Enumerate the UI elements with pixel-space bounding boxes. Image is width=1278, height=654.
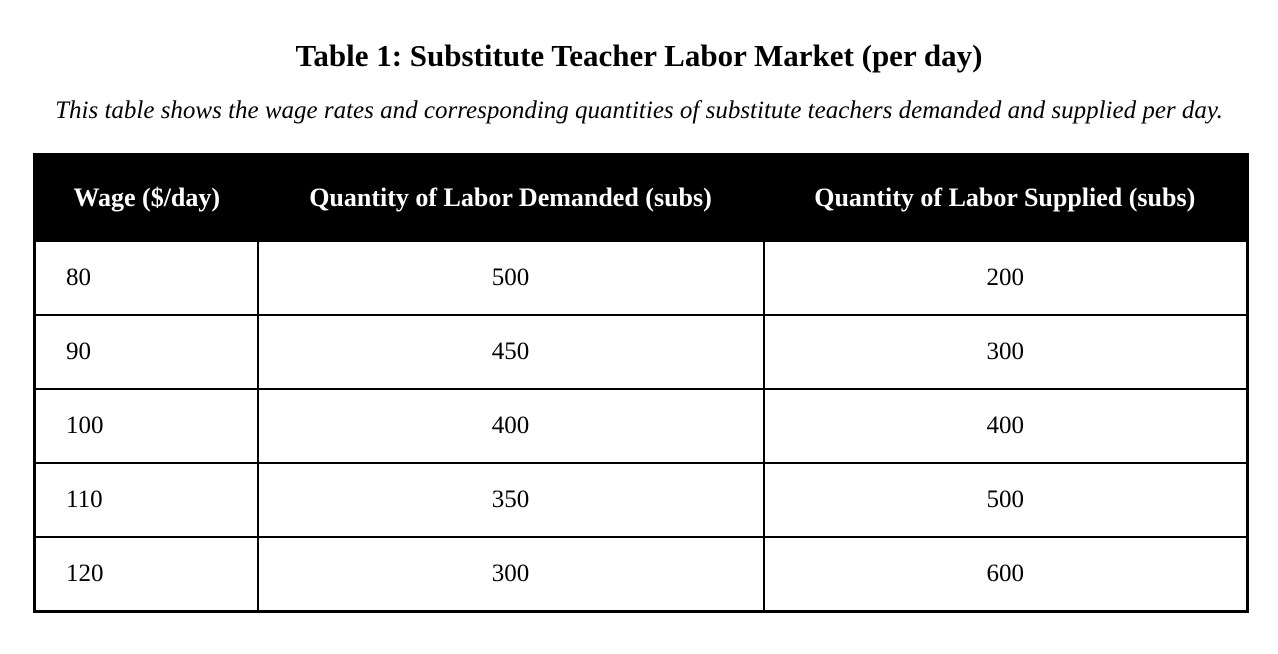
supplied-cell: 600 (764, 537, 1248, 612)
demanded-cell: 500 (258, 241, 764, 315)
table-title: Table 1: Substitute Teacher Labor Market (per day) (295, 38, 983, 73)
demanded-cell: 450 (258, 315, 764, 389)
wage-cell: 110 (35, 463, 258, 537)
supplied-cell: 300 (764, 315, 1248, 389)
wage-cell: 100 (35, 389, 258, 463)
supplied-cell: 200 (764, 241, 1248, 315)
table-caption: This table shows the wage rates and corresponding quantities of substitute teachers demanded and supplied per day. (55, 97, 1223, 124)
table-row (35, 241, 1248, 315)
wage-cell: 90 (35, 315, 258, 389)
demanded-cell: 400 (258, 389, 764, 463)
table-row (35, 389, 1248, 463)
header-row (35, 155, 1248, 242)
header-wage: Wage ($/day) (35, 155, 258, 242)
supplied-cell: 500 (764, 463, 1248, 537)
wage-cell: 120 (35, 537, 258, 612)
table-row (35, 537, 1248, 612)
table-row (35, 463, 1248, 537)
wage-cell: 80 (35, 241, 258, 315)
table-row (35, 315, 1248, 389)
header-quantity-supplied: Quantity of Labor Supplied (subs) (764, 155, 1248, 242)
labor-market-table (33, 153, 1249, 613)
demanded-cell: 350 (258, 463, 764, 537)
demanded-cell: 300 (258, 537, 764, 612)
supplied-cell: 400 (764, 389, 1248, 463)
header-quantity-demanded: Quantity of Labor Demanded (subs) (258, 155, 764, 242)
